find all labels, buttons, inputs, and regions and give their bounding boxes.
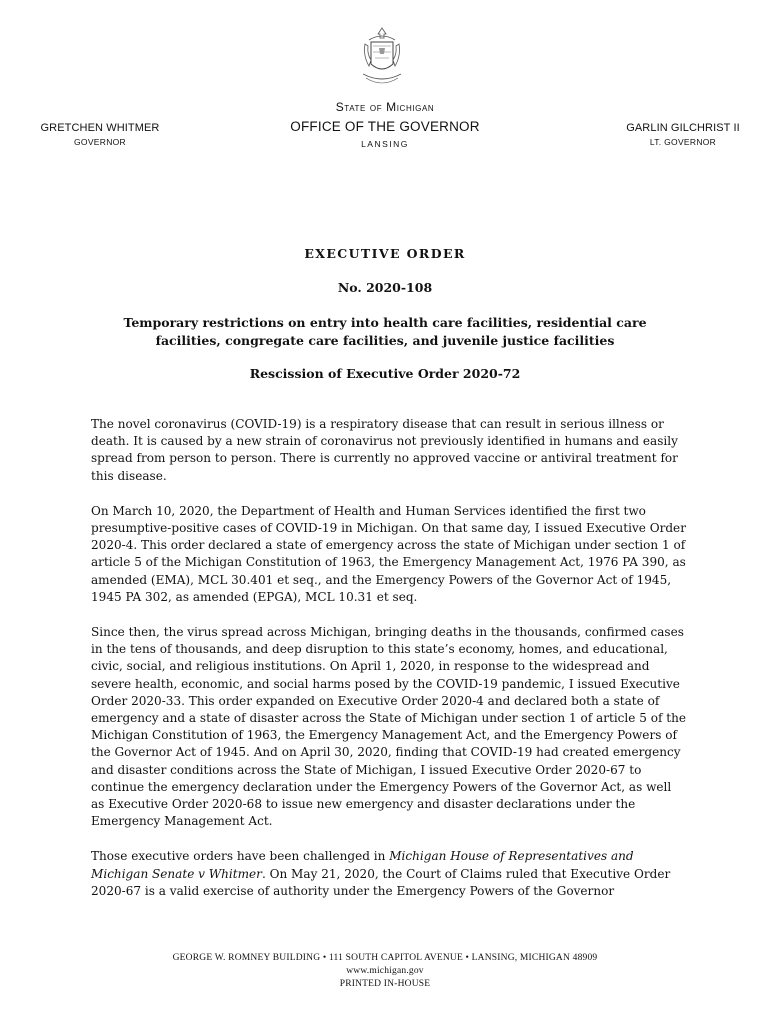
paragraph-4-end: . On May 21, 2020, the Court of Claims ruled that Executive Order 2020-67 is a valid exercise of authority under the Emergency Powers of the Governor (91, 866, 671, 898)
order-rescission: Rescission of Executive Order 2020-72 (249, 366, 521, 381)
city-name: LANSING (361, 139, 409, 149)
governor-block (38, 122, 162, 147)
order-number: No. 2020-108 (337, 280, 433, 295)
order-body (91, 416, 687, 918)
order-subject: Temporary restrictions on entry into health care facilities, residential care facilities, congregate care facilities, and juvenile justice facilities (123, 315, 647, 348)
lt-governor-block (624, 122, 742, 147)
footer-website: www.michigan.gov (346, 966, 424, 976)
page-footer (0, 952, 770, 991)
governor-name: GRETCHEN WHITMER (40, 122, 160, 134)
case-citation: Michigan House of Representatives and Michigan Senate v Whitmer (91, 849, 634, 881)
governor-title: GOVERNOR (74, 137, 126, 147)
lt-governor-name: GARLIN GILCHRIST II (626, 122, 740, 134)
footer-printed: PRINTED IN-HOUSE (339, 979, 431, 989)
lt-governor-title: LT. GOVERNOR (649, 137, 717, 147)
state-seal-emblem (357, 26, 407, 94)
paragraph-3: Since then, the virus spread across Michigan, bringing deaths in the thousands, confirmed cases in the tens of thousands, and deep disruption to this state’s economy, homes, and educational, civic, social, and religious institutions. On April 1, 2020, in response to the widespread and severe health, economic, and social harms posed by the COVID-19 pandemic, I issued Executive Order 2020-33. This order expanded on Executive Order 2020-4 and declared both a state of emergency and a state of disaster across the State of Michigan under section 1 of article 5 of the Michigan Constitution of 1963, the Emergency Management Act, and the Emergency Powers of the Governor Act of 1945. And on April 30, 2020, finding that COVID-19 had created emergency and disaster conditions across the State of Michigan, I issued Executive Order 2020-67 to continue the emergency declaration under the Emergency Powers of the Governor Act, as well as Executive Order 2020-68 to issue new emergency and disaster declarations under the Emergency Management Act. (91, 625, 687, 829)
footer-address: GEORGE W. ROMNEY BUILDING • 111 SOUTH CAPITOL AVENUE • LANSING, MICHIGAN 48909 (172, 953, 598, 963)
state-name: State of Michigan (335, 100, 435, 114)
order-heading: EXECUTIVE ORDER (304, 246, 466, 261)
paragraph-4 (91, 848, 687, 900)
paragraph-2: On March 10, 2020, the Department of Health and Human Services identified the first two presumptive-positive cases of COVID-19 in Michigan. On that same day, I issued Executive Order 2020-4. This order declared a state of emergency across the state of Michigan under section 1 of article 5 of the Michigan Constitution of 1963, the Emergency Management Act, 1976 PA 390, as amended (EMA), MCL 30.401 et seq., and the Emergency Powers of the Governor Act of 1945, 1945 PA 302, as amended (EPGA), MCL 10.31 et seq. (91, 503, 686, 604)
office-name: OFFICE OF THE GOVERNOR (290, 119, 480, 134)
paragraph-1: The novel coronavirus (COVID-19) is a respiratory disease that can result in serious illness or death. It is caused by a new strain of coronavirus not previously identified in humans and easily spread from person to person. There is currently no approved vaccine or antiviral treatment for this disease. (91, 417, 678, 483)
paragraph-4-start: Those executive orders have been challenged in (91, 849, 390, 864)
